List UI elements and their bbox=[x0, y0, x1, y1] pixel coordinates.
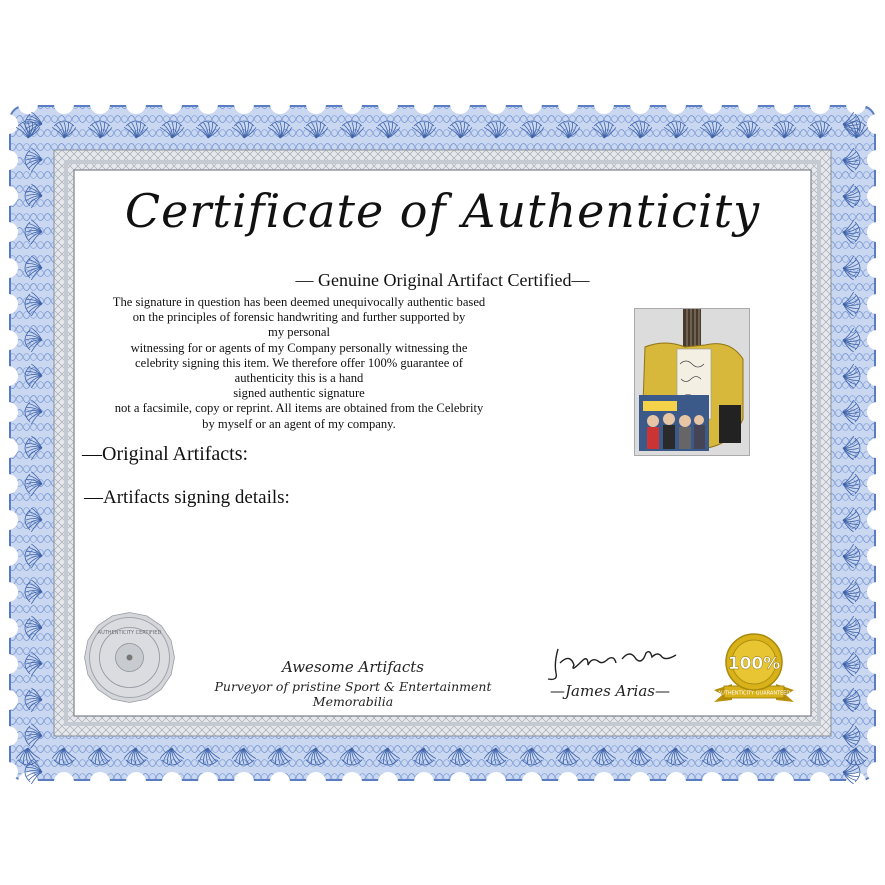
statement-line: by myself or an agent of my company. bbox=[202, 416, 396, 431]
company-name: Awesome Artifacts bbox=[282, 658, 424, 676]
authenticity-statement bbox=[84, 295, 514, 432]
certificate-subtitle: — Genuine Original Artifact Certified— bbox=[295, 270, 590, 290]
certificate-title: Certificate of Authenticity bbox=[124, 184, 761, 238]
seal-right-text: 100% bbox=[727, 654, 781, 674]
company-tagline: Purveyor of pristine Sport & Entertainment Memorabilia bbox=[214, 679, 492, 709]
statement-line: signed authentic signature bbox=[233, 386, 365, 401]
company-block bbox=[178, 658, 528, 709]
statement-line: celebrity signing this item. We therefore offer 100% guarantee of bbox=[135, 355, 463, 370]
statement-line: my personal bbox=[268, 325, 330, 340]
seal-right-band: AUTHENTICITY GUARANTEED bbox=[717, 690, 791, 697]
statement-line: authenticity this is a hand bbox=[234, 371, 364, 386]
statement-line: on the principles of forensic handwriting and further supported by bbox=[132, 310, 466, 325]
statement-line: witnessing for or agents of my Company personally witnessing the bbox=[130, 340, 468, 355]
statement-line: not a facsimile, copy or reprint. All items are obtained from the Celebrity bbox=[114, 401, 484, 416]
handwritten-signature bbox=[544, 643, 684, 685]
gold-guarantee-seal-icon bbox=[708, 628, 800, 708]
signing-details-heading: —Artifacts signing details: bbox=[84, 487, 290, 508]
embossed-seal-icon bbox=[82, 610, 177, 705]
signer-name: —James Arias— bbox=[550, 682, 670, 700]
signed-guitar-photo bbox=[634, 308, 750, 456]
original-artifacts-heading: —Original Artifacts: bbox=[82, 443, 249, 465]
certificate bbox=[2, 98, 883, 788]
statement-line: The signature in question has been deemed unequivocally authentic based bbox=[112, 295, 486, 309]
seal-left-text: AUTHENTICITY CERTIFIED bbox=[97, 630, 162, 636]
